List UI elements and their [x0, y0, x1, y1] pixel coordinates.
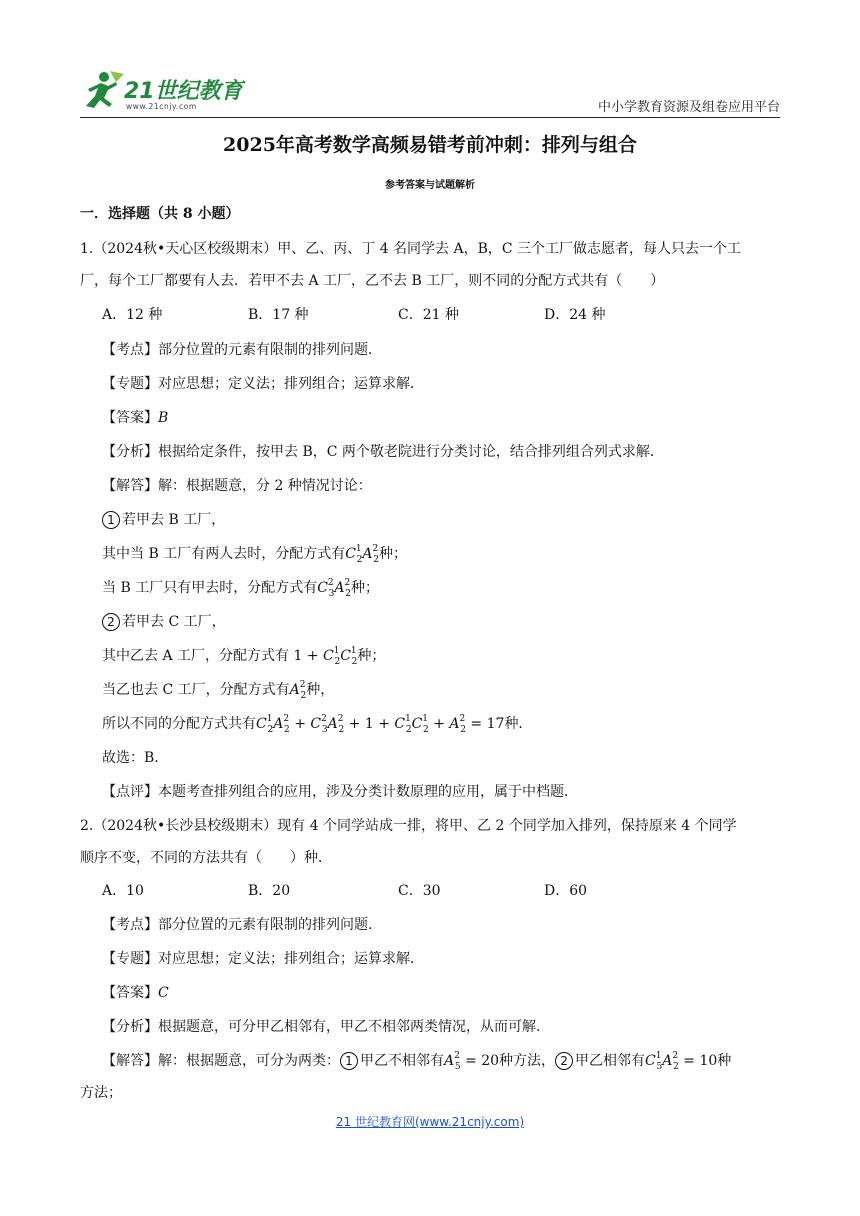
q2-option-a: A．10 — [102, 883, 144, 899]
q2-options — [80, 881, 780, 901]
q2-option-d: D．60 — [544, 883, 588, 899]
q2-fenxi: 【分析】根据题意，可分甲乙相邻有，甲乙不相邻两类情况，从而可解． — [102, 1019, 550, 1035]
q2-answer-value: C — [158, 985, 169, 1001]
runner-icon — [80, 68, 126, 114]
q2-option-b: B．20 — [248, 883, 291, 899]
q1-kaodian: 【考点】部分位置的元素有限制的排列问题． — [102, 342, 382, 358]
formula: $C^1_2A^2_2 + C^2_3A^2_2 + 1 + C^1_2C^1_2 + A^2_2 = 17$ — [256, 714, 505, 735]
q2-jieda: 【解答】解：根据题意，可分为两类： 1 甲乙不相邻有$A^2_5 = 20$种方法， 2 甲乙相邻有$C^1_5A^2_2 = 10$种 — [102, 1051, 732, 1072]
q1-line-1: 其中当 B 工厂有两人去时，分配方式有$C^1_2A^2_2$种； — [102, 544, 407, 565]
circled-number: 2 — [102, 613, 120, 631]
q2-stem-line-2: 顺序不变，不同的方法共有（ ）种． — [80, 850, 332, 866]
document-title: 2025年高考数学高频易错考前冲刺：排列与组合 — [223, 134, 637, 156]
q2-zhuanti: 【专题】对应思想；定义法；排列组合；运算求解． — [102, 951, 424, 967]
q1-dianping: 【点评】本题考查排列组合的应用，涉及分类计数原理的应用，属于中档题． — [102, 784, 578, 800]
circled-number: 1 — [102, 511, 120, 529]
formula: $C^1_2A^2_2$ — [345, 544, 379, 565]
q1-case-2: 2 若甲去 C 工厂， — [102, 612, 226, 632]
header-divider — [80, 117, 780, 118]
q1-answer-label: 【答案】 — [102, 410, 158, 426]
q1-case-1: 1 若甲去 B 工厂， — [102, 510, 225, 530]
q2-jieda-tail: 方法； — [80, 1085, 122, 1101]
platform-label: 中小学教育资源及组卷应用平台 — [597, 100, 780, 115]
q2-option-c: C．30 — [398, 883, 441, 899]
q1-option-c: C．21 种 — [398, 307, 459, 323]
q2-kaodian: 【考点】部分位置的元素有限制的排列问题． — [102, 917, 382, 933]
page-footer — [0, 1113, 860, 1130]
q1-fenxi: 【分析】根据给定条件，按甲去 B，C 两个敬老院进行分类讨论，结合排列组合列式求解． — [102, 444, 664, 460]
q1-answer-value: B — [158, 410, 169, 426]
logo-url: www.21cnjy.com — [126, 102, 197, 111]
logo-text: 21世纪教育 — [124, 79, 243, 104]
formula: $C^1_5A^2_2 = 10$ — [645, 1051, 718, 1072]
q1-line-5: 所以不同的分配方式共有$C^1_2A^2_2 + C^2_3A^2_2 + 1 + C^1_2C^1_2 + A^2_2 = 17$种． — [102, 714, 533, 735]
formula: $1 + C^1_2C^1_2$ — [293, 646, 358, 667]
q1-jieda: 【解答】解：根据题意，分 2 种情况讨论： — [102, 478, 372, 494]
q1-line-2: 当 B 工厂只有甲去时，分配方式有$C^2_3A^2_2$种； — [102, 578, 379, 599]
q1-zhuanti: 【专题】对应思想；定义法；排列组合；运算求解． — [102, 376, 424, 392]
document-subtitle: 参考答案与试题解析 — [385, 180, 475, 191]
q1-options — [80, 305, 780, 325]
q2-stem-line-1: 2.（2024秋•长沙县校级期末）现有 4 个同学站成一排，将甲、乙 2 个同学加入排列，保持原来 4 个同学 — [80, 818, 737, 834]
q1-answer — [102, 408, 168, 428]
formula: $A^2_2$ — [289, 680, 307, 701]
q1-option-d: D．24 种 — [544, 307, 606, 323]
q2-answer-label: 【答案】 — [102, 985, 158, 1001]
q1-option-b: B．17 种 — [248, 307, 309, 323]
q1-guxuan: 故选：B． — [102, 750, 169, 766]
formula: $C^2_3A^2_2$ — [317, 578, 351, 599]
q1-line-4: 当乙也去 C 工厂，分配方式有$A^2_2$种， — [102, 680, 335, 701]
footer-link[interactable]: 21 世纪教育网(www.21cnjy.com) — [335, 1115, 525, 1129]
circled-number: 2 — [555, 1052, 573, 1070]
formula: $A^2_5 = 20$ — [444, 1051, 500, 1072]
page-header — [80, 66, 780, 118]
brand-logo — [80, 66, 260, 118]
section-heading: 一．选择题（共 8 小题） — [80, 206, 240, 222]
q1-stem-line-1: 1.（2024秋•天心区校级期末）甲、乙、丙、丁 4 名同学去 A，B，C 三个工厂做志愿者，每人只去一个工 — [80, 241, 742, 257]
q2-answer — [102, 983, 169, 1003]
q1-option-a: A．12 种 — [102, 307, 163, 323]
circled-number: 1 — [340, 1052, 358, 1070]
q1-line-3: 其中乙去 A 工厂，分配方式有 $1 + C^1_2C^1_2$种； — [102, 646, 386, 667]
q1-stem-line-2: 厂，每个工厂都要有人去．若甲不去 A 工厂，乙不去 B 工厂，则不同的分配方式共有（ ） — [80, 273, 665, 289]
